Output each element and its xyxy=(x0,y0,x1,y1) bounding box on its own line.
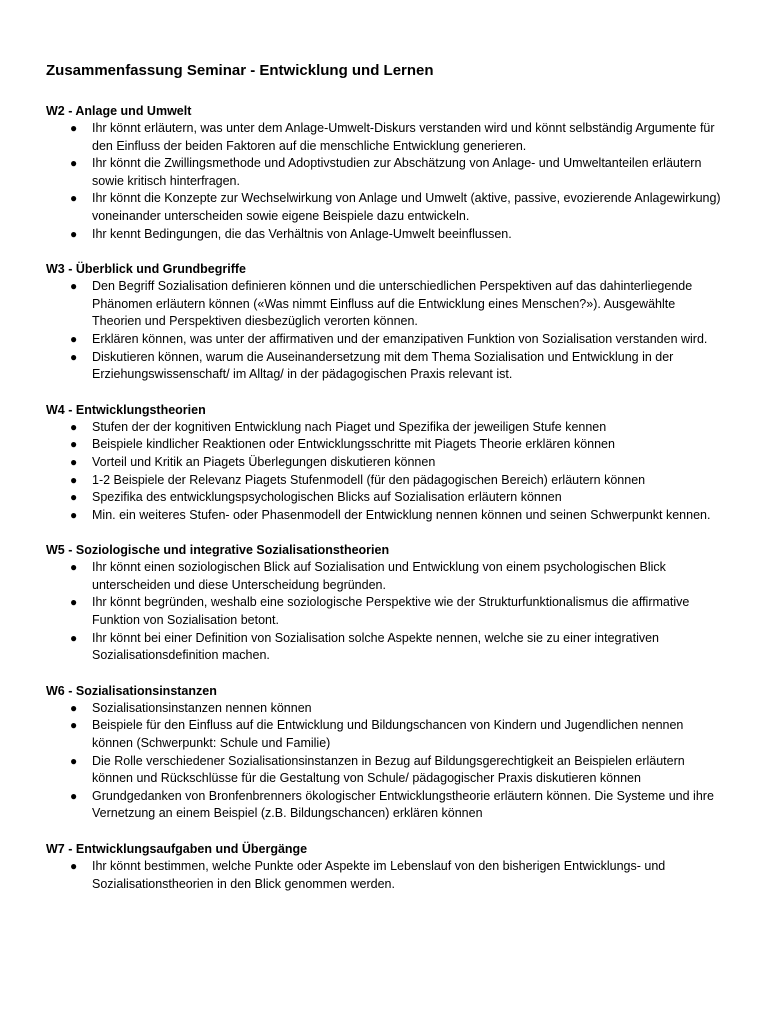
list-item xyxy=(46,559,726,594)
list-item xyxy=(46,753,726,788)
list-item-text: Ihr könnt einen soziologischen Blick auf Sozialisation und Entwicklung von einem psychologischen Blick unterscheiden und diese Unterscheidung begründen. xyxy=(92,560,666,592)
list-item-text: Diskutieren können, warum die Auseinandersetzung mit dem Thema Sozialisation und Entwicklung in der Erziehungswissenschaft/ im Alltag/ in der pädagogischen Praxis relevant ist. xyxy=(92,349,674,382)
bullet-icon: ● xyxy=(70,788,78,803)
bullet-icon: ● xyxy=(70,472,78,487)
bullet-icon: ● xyxy=(70,630,78,645)
list-item xyxy=(46,700,726,718)
bullet-icon: ● xyxy=(70,859,78,873)
bullet-icon: ● xyxy=(70,595,78,610)
section xyxy=(46,402,726,525)
bullet-icon: ● xyxy=(70,121,78,135)
list-item-text: 1-2 Beispiele der Relevanz Piagets Stufenmodell (für den pädagogischen Bereich) erläutern können xyxy=(92,472,646,487)
section-heading: W4 - Entwicklungstheorien xyxy=(46,402,206,417)
bullet-icon: ● xyxy=(70,454,78,469)
list-item-text: Ihr könnt die Zwillingsmethode und Adoptivstudien zur Abschätzung von Anlage- und Umweltanteilen erläutern sowie kritisch hinterfragen. xyxy=(92,156,702,188)
section-heading: W7 - Entwicklungsaufgaben und Übergänge xyxy=(46,842,308,856)
list-item xyxy=(46,454,726,472)
list-item-text: Vorteil und Kritik an Piagets Überlegungen diskutieren können xyxy=(92,454,436,469)
list-item-text: Beispiele für den Einfluss auf die Entwicklung und Bildungschancen von Kindern und Jugendlichen nennen können (Schwerpunkt: Schule und Familie) xyxy=(92,718,684,751)
list-item-text: Erklären können, was unter der affirmativen und der emanzipativen Funktion von Sozialisation verstanden wird. xyxy=(92,331,708,346)
list-item xyxy=(46,436,726,454)
list-item-text: Ihr könnt bestimmen, welche Punkte oder Aspekte im Lebenslauf von den bisherigen Entwicklungs- und Sozialisationstheorien in den Blick genommen werden. xyxy=(92,859,666,891)
list-item-text: Ihr kennt Bedingungen, die das Verhältnis von Anlage-Umwelt beeinflussen. xyxy=(92,226,512,241)
bullet-icon: ● xyxy=(70,490,78,505)
section-heading: W5 - Soziologische und integrative Sozialisationstheorien xyxy=(46,543,390,558)
list-item-text: Sozialisationsinstanzen nennen können xyxy=(92,700,312,715)
bullet-icon: ● xyxy=(70,700,78,715)
list-item-text: Grundgedanken von Bronfenbrenners ökologischer Entwicklungstheorie erläutern können. Die Systeme und ihre Vernetzung an einem Beispiel (z.B. Bildungschancen) erklären können xyxy=(92,788,714,821)
bullet-icon: ● xyxy=(70,279,78,294)
bullet-list xyxy=(46,858,726,893)
section xyxy=(46,841,726,893)
section xyxy=(46,542,726,665)
document-page xyxy=(46,60,726,911)
list-item-text: Stufen der der kognitiven Entwicklung nach Piaget und Spezifika der jeweiligen Stufe kennen xyxy=(92,419,607,434)
list-item xyxy=(46,278,726,331)
bullet-list xyxy=(46,120,726,243)
bullet-icon: ● xyxy=(70,560,78,575)
bullet-list xyxy=(46,700,726,823)
section-heading: W6 - Sozialisationsinstanzen xyxy=(46,683,217,698)
section xyxy=(46,261,726,384)
list-item-text: Den Begriff Sozialisation definieren können und die unterschiedlichen Perspektiven auf das dahinterliegende Phänomen erläutern können («Was nimmt Einfluss auf die Entwicklung eines Menschen?»). Ausgewählte Theorien und Perspektiven diesbezüglich verorten können. xyxy=(92,279,693,329)
bullet-icon: ● xyxy=(70,419,78,434)
list-item xyxy=(46,717,726,752)
section-heading: W2 - Anlage und Umwelt xyxy=(46,104,192,118)
list-item xyxy=(46,858,726,893)
bullet-icon: ● xyxy=(70,226,78,241)
list-item xyxy=(46,472,726,490)
list-item xyxy=(46,190,726,225)
list-item-text: Ihr könnt erläutern, was unter dem Anlage-Umwelt-Diskurs verstanden wird und könnt selbständig Argumente für den Einfluss der beiden Faktoren auf die menschliche Entwicklung generieren. xyxy=(92,121,715,153)
section xyxy=(46,683,726,823)
list-item-text: Ihr könnt bei einer Definition von Sozialisation solche Aspekte nennen, welche sie zu einer integrativen Sozialisationsdefinition machen. xyxy=(92,630,660,663)
list-item-text: Beispiele kindlicher Reaktionen oder Entwicklungsschritte mit Piagets Theorie erklären können xyxy=(92,437,615,452)
list-item xyxy=(46,788,726,823)
list-item-text: Min. ein weiteres Stufen- oder Phasenmodell der Entwicklung nennen können und seinen Schwerpunkt kennen. xyxy=(92,507,711,522)
list-item xyxy=(46,419,726,437)
bullet-icon: ● xyxy=(70,507,78,522)
bullet-icon: ● xyxy=(70,191,78,206)
bullet-icon: ● xyxy=(70,718,78,733)
bullet-icon: ● xyxy=(70,331,78,346)
list-item xyxy=(46,594,726,629)
list-item xyxy=(46,331,726,349)
bullet-icon: ● xyxy=(70,753,78,768)
section-heading: W3 - Überblick und Grundbegriffe xyxy=(46,262,247,277)
section xyxy=(46,103,726,243)
bullet-list xyxy=(46,278,726,384)
list-item xyxy=(46,226,726,244)
list-item xyxy=(46,489,726,507)
list-item-text: Ihr könnt die Konzepte zur Wechselwirkung von Anlage und Umwelt (aktive, passive, evozierende Anlagewirkung) voneinander unterscheiden sowie eigene Beispiele dazu entwickeln. xyxy=(92,191,721,223)
list-item xyxy=(46,349,726,384)
bullet-icon: ● xyxy=(70,437,78,452)
list-item-text: Die Rolle verschiedener Sozialisationsinstanzen in Bezug auf Bildungsgerechtigkeit an Beispielen erläutern können und Rückschlüsse für die Gestaltung von Schule/ pädagogischer Praxis diskutieren können xyxy=(92,753,685,786)
bullet-icon: ● xyxy=(70,349,78,364)
bullet-list xyxy=(46,559,726,665)
list-item xyxy=(46,120,726,155)
document-title: Zusammenfassung Seminar - Entwicklung und Lernen xyxy=(46,62,434,79)
list-item xyxy=(46,630,726,665)
list-item-text: Ihr könnt begründen, weshalb eine soziologische Perspektive wie der Strukturfunktionalismus die affirmative Funktion von Sozialisation betont. xyxy=(92,595,690,628)
bullet-list xyxy=(46,419,726,525)
bullet-icon: ● xyxy=(70,156,78,171)
list-item xyxy=(46,155,726,190)
sections-container xyxy=(46,103,726,893)
list-item xyxy=(46,507,726,525)
list-item-text: Spezifika des entwicklungspsychologischen Blicks auf Sozialisation erläutern können xyxy=(92,490,562,505)
